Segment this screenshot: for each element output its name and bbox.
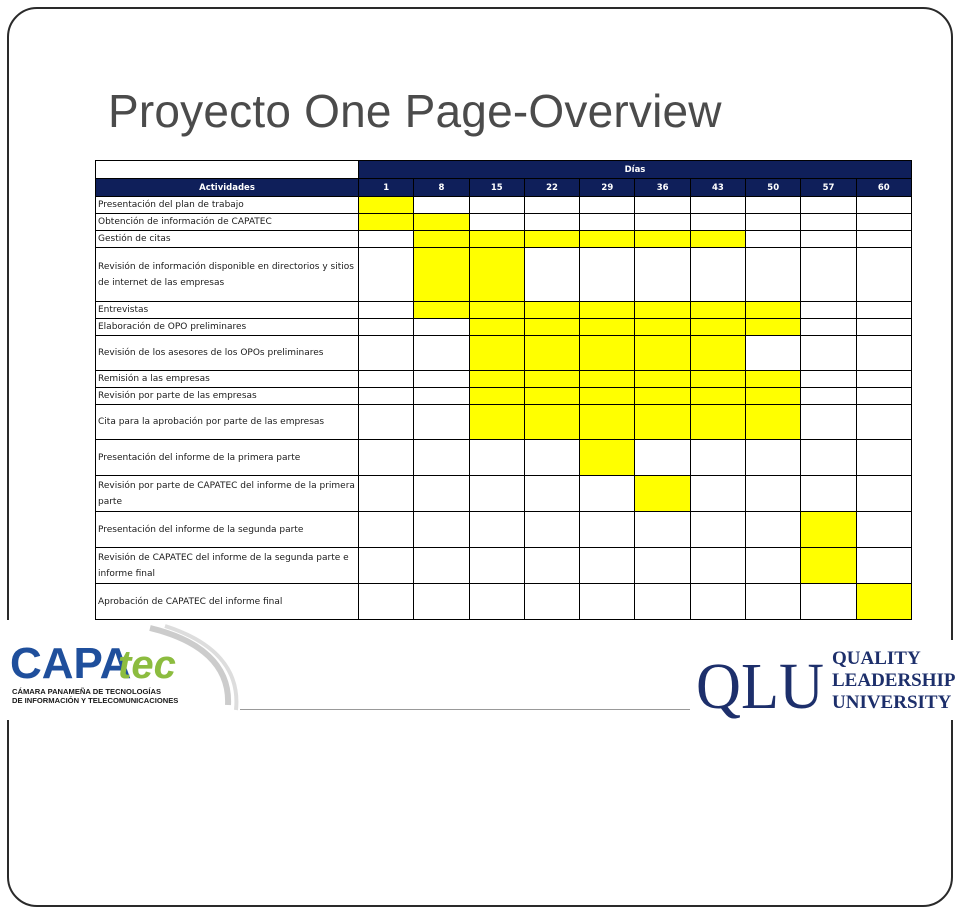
- schedule-cell: [801, 214, 856, 231]
- capatec-subtitle-2: DE INFORMACIÓN Y TELECOMUNICACIONES: [12, 696, 179, 705]
- schedule-cell: [746, 548, 801, 584]
- schedule-cell: [469, 476, 524, 512]
- schedule-cell: [801, 302, 856, 319]
- schedule-cell: [856, 405, 911, 440]
- qlu-line-quality: QUALITY: [832, 648, 921, 669]
- schedule-cell: [580, 584, 635, 620]
- schedule-cell: [856, 231, 911, 248]
- days-group-header: Días: [359, 161, 912, 179]
- activity-label: Remisión a las empresas: [96, 371, 359, 388]
- schedule-cell: [580, 476, 635, 512]
- schedule-cell: [690, 512, 745, 548]
- schedule-cell: [801, 584, 856, 620]
- schedule-cell: [635, 248, 690, 302]
- schedule-cell: [359, 548, 414, 584]
- schedule-cell: [746, 584, 801, 620]
- schedule-cell-active: [746, 302, 801, 319]
- corner-blank-cell: [96, 161, 359, 179]
- schedule-cell: [469, 197, 524, 214]
- schedule-cell: [359, 440, 414, 476]
- schedule-cell: [690, 476, 745, 512]
- day-header: 36: [635, 179, 690, 197]
- schedule-cell-active: [746, 319, 801, 336]
- schedule-cell-active: [635, 231, 690, 248]
- activities-header: Actividades: [96, 179, 359, 197]
- schedule-cell-active: [580, 405, 635, 440]
- activity-label: Presentación del informe de la segunda parte: [96, 512, 359, 548]
- schedule-cell: [801, 405, 856, 440]
- schedule-cell: [635, 584, 690, 620]
- schedule-cell: [635, 214, 690, 231]
- schedule-cell: [359, 231, 414, 248]
- schedule-cell: [524, 214, 579, 231]
- schedule-cell: [580, 197, 635, 214]
- day-header: 29: [580, 179, 635, 197]
- schedule-cell: [414, 319, 469, 336]
- schedule-cell: [580, 214, 635, 231]
- schedule-cell: [359, 371, 414, 388]
- schedule-cell: [690, 197, 745, 214]
- qlu-line-leadership: LEADERSHIP: [832, 670, 956, 691]
- schedule-cell-active: [469, 248, 524, 302]
- schedule-cell: [856, 319, 911, 336]
- day-header: 15: [469, 179, 524, 197]
- schedule-cell: [414, 512, 469, 548]
- schedule-cell: [359, 336, 414, 371]
- activity-row: [96, 319, 912, 336]
- schedule-cell-active: [746, 371, 801, 388]
- schedule-cell: [359, 319, 414, 336]
- schedule-cell: [414, 584, 469, 620]
- activity-label: Revisión de CAPATEC del informe de la segunda parte e informe final: [96, 548, 359, 584]
- schedule-cell: [746, 214, 801, 231]
- activity-label: Revisión por parte de CAPATEC del informe de la primera parte: [96, 476, 359, 512]
- schedule-cell: [414, 548, 469, 584]
- schedule-cell: [524, 476, 579, 512]
- schedule-cell: [801, 388, 856, 405]
- day-header: 43: [690, 179, 745, 197]
- day-header: 50: [746, 179, 801, 197]
- schedule-cell: [414, 440, 469, 476]
- schedule-cell: [414, 197, 469, 214]
- activity-row: [96, 440, 912, 476]
- schedule-cell: [856, 371, 911, 388]
- schedule-cell: [359, 584, 414, 620]
- schedule-cell: [690, 584, 745, 620]
- capatec-wordmark-tec: tec: [118, 643, 176, 687]
- schedule-cell-active: [469, 371, 524, 388]
- activity-label: Presentación del plan de trabajo: [96, 197, 359, 214]
- schedule-cell-active: [524, 319, 579, 336]
- schedule-cell: [856, 512, 911, 548]
- day-header: 1: [359, 179, 414, 197]
- schedule-cell: [746, 512, 801, 548]
- day-header: 8: [414, 179, 469, 197]
- schedule-cell-active: [414, 302, 469, 319]
- schedule-cell-active: [414, 231, 469, 248]
- schedule-cell-active: [524, 371, 579, 388]
- schedule-cell-active: [801, 548, 856, 584]
- activity-row: [96, 405, 912, 440]
- schedule-cell: [359, 248, 414, 302]
- schedule-cell: [746, 440, 801, 476]
- schedule-cell: [801, 319, 856, 336]
- schedule-cell: [746, 476, 801, 512]
- schedule-cell-active: [469, 405, 524, 440]
- schedule-cell: [524, 548, 579, 584]
- schedule-cell: [359, 388, 414, 405]
- activity-row: [96, 476, 912, 512]
- schedule-cell: [524, 440, 579, 476]
- schedule-cell-active: [469, 319, 524, 336]
- schedule-cell: [856, 302, 911, 319]
- schedule-cell: [580, 548, 635, 584]
- schedule-cell: [524, 248, 579, 302]
- schedule-cell-active: [635, 476, 690, 512]
- activity-row: [96, 231, 912, 248]
- schedule-cell-active: [359, 214, 414, 231]
- schedule-cell: [469, 548, 524, 584]
- day-header: 22: [524, 179, 579, 197]
- day-header: 60: [856, 179, 911, 197]
- schedule-cell: [856, 440, 911, 476]
- schedule-cell: [359, 405, 414, 440]
- gantt-table: [95, 160, 912, 620]
- schedule-cell: [635, 512, 690, 548]
- schedule-cell: [414, 336, 469, 371]
- schedule-cell-active: [524, 302, 579, 319]
- schedule-cell-active: [801, 512, 856, 548]
- capatec-subtitle-1: CÁMARA PANAMEÑA DE TECNOLOGÍAS: [12, 687, 162, 696]
- schedule-cell-active: [580, 371, 635, 388]
- activity-row: [96, 302, 912, 319]
- activity-label: Presentación del informe de la primera parte: [96, 440, 359, 476]
- activity-label: Entrevistas: [96, 302, 359, 319]
- activity-label: Elaboración de OPO preliminares: [96, 319, 359, 336]
- schedule-cell-active: [469, 388, 524, 405]
- schedule-cell: [469, 512, 524, 548]
- schedule-cell-active: [580, 302, 635, 319]
- activity-label: Aprobación de CAPATEC del informe final: [96, 584, 359, 620]
- activity-row: [96, 197, 912, 214]
- footer-divider: [240, 709, 692, 710]
- capatec-logo-art: [0, 620, 240, 720]
- schedule-cell: [690, 214, 745, 231]
- activity-row: [96, 336, 912, 371]
- activity-label: Obtención de información de CAPATEC: [96, 214, 359, 231]
- qlu-monogram: QLU: [696, 650, 824, 720]
- schedule-cell: [469, 584, 524, 620]
- schedule-cell-active: [414, 248, 469, 302]
- schedule-cell-active: [414, 214, 469, 231]
- schedule-cell: [580, 248, 635, 302]
- schedule-cell: [690, 248, 745, 302]
- schedule-cell-active: [635, 302, 690, 319]
- schedule-cell-active: [856, 584, 911, 620]
- schedule-cell: [746, 197, 801, 214]
- schedule-cell-active: [746, 388, 801, 405]
- activity-row: [96, 584, 912, 620]
- schedule-cell-active: [690, 371, 745, 388]
- schedule-cell: [746, 248, 801, 302]
- schedule-cell: [690, 548, 745, 584]
- schedule-cell: [856, 214, 911, 231]
- schedule-cell: [801, 371, 856, 388]
- activity-row: [96, 512, 912, 548]
- qlu-line-university: UNIVERSITY: [832, 692, 952, 713]
- activity-row: [96, 371, 912, 388]
- schedule-cell: [524, 197, 579, 214]
- qlu-logo: [690, 640, 960, 720]
- capatec-wordmark-capa: CAPA: [10, 639, 132, 688]
- schedule-cell: [801, 440, 856, 476]
- schedule-cell: [856, 197, 911, 214]
- schedule-cell: [856, 248, 911, 302]
- schedule-cell: [856, 388, 911, 405]
- schedule-cell-active: [524, 388, 579, 405]
- activity-row: [96, 388, 912, 405]
- schedule-cell-active: [690, 336, 745, 371]
- schedule-cell: [801, 336, 856, 371]
- schedule-cell: [580, 512, 635, 548]
- schedule-cell-active: [690, 405, 745, 440]
- schedule-cell-active: [469, 336, 524, 371]
- schedule-cell-active: [524, 231, 579, 248]
- schedule-cell-active: [635, 371, 690, 388]
- schedule-cell: [856, 476, 911, 512]
- schedule-cell-active: [524, 336, 579, 371]
- schedule-cell-active: [524, 405, 579, 440]
- schedule-cell: [856, 336, 911, 371]
- activity-row: [96, 248, 912, 302]
- schedule-cell-active: [469, 231, 524, 248]
- schedule-cell: [524, 584, 579, 620]
- schedule-cell-active: [690, 231, 745, 248]
- schedule-cell: [635, 548, 690, 584]
- schedule-cell-active: [690, 302, 745, 319]
- schedule-cell-active: [635, 336, 690, 371]
- schedule-cell-active: [690, 319, 745, 336]
- activity-label: Revisión de información disponible en directorios y sitios de internet de las empresas: [96, 248, 359, 302]
- activity-label: Gestión de citas: [96, 231, 359, 248]
- activity-label: Revisión de los asesores de los OPOs preliminares: [96, 336, 359, 371]
- schedule-cell: [469, 214, 524, 231]
- activity-row: [96, 548, 912, 584]
- qlu-logo-art: [690, 640, 960, 720]
- slide-title: Proyecto One Page-Overview: [108, 85, 722, 137]
- schedule-cell: [524, 512, 579, 548]
- schedule-cell-active: [580, 440, 635, 476]
- schedule-cell-active: [690, 388, 745, 405]
- schedule-cell: [635, 440, 690, 476]
- activity-row: [96, 214, 912, 231]
- schedule-cell-active: [580, 336, 635, 371]
- schedule-cell: [801, 231, 856, 248]
- schedule-cell: [414, 388, 469, 405]
- schedule-cell: [359, 476, 414, 512]
- schedule-cell-active: [635, 319, 690, 336]
- schedule-cell-active: [580, 388, 635, 405]
- capatec-logo: [0, 620, 240, 720]
- schedule-cell: [359, 512, 414, 548]
- schedule-cell: [801, 248, 856, 302]
- schedule-cell: [801, 197, 856, 214]
- schedule-cell-active: [635, 388, 690, 405]
- schedule-cell-active: [469, 302, 524, 319]
- schedule-cell: [690, 440, 745, 476]
- schedule-cell-active: [580, 231, 635, 248]
- schedule-cell: [746, 336, 801, 371]
- schedule-cell: [801, 476, 856, 512]
- schedule-cell-active: [359, 197, 414, 214]
- activity-label: Cita para la aprobación por parte de las empresas: [96, 405, 359, 440]
- schedule-cell: [746, 231, 801, 248]
- schedule-cell: [414, 476, 469, 512]
- schedule-cell: [359, 302, 414, 319]
- schedule-cell: [635, 197, 690, 214]
- schedule-cell-active: [746, 405, 801, 440]
- day-header: 57: [801, 179, 856, 197]
- schedule-cell-active: [635, 405, 690, 440]
- schedule-cell: [414, 371, 469, 388]
- activity-label: Revisión por parte de las empresas: [96, 388, 359, 405]
- schedule-cell: [856, 548, 911, 584]
- schedule-cell-active: [580, 319, 635, 336]
- schedule-cell: [414, 405, 469, 440]
- schedule-cell: [469, 440, 524, 476]
